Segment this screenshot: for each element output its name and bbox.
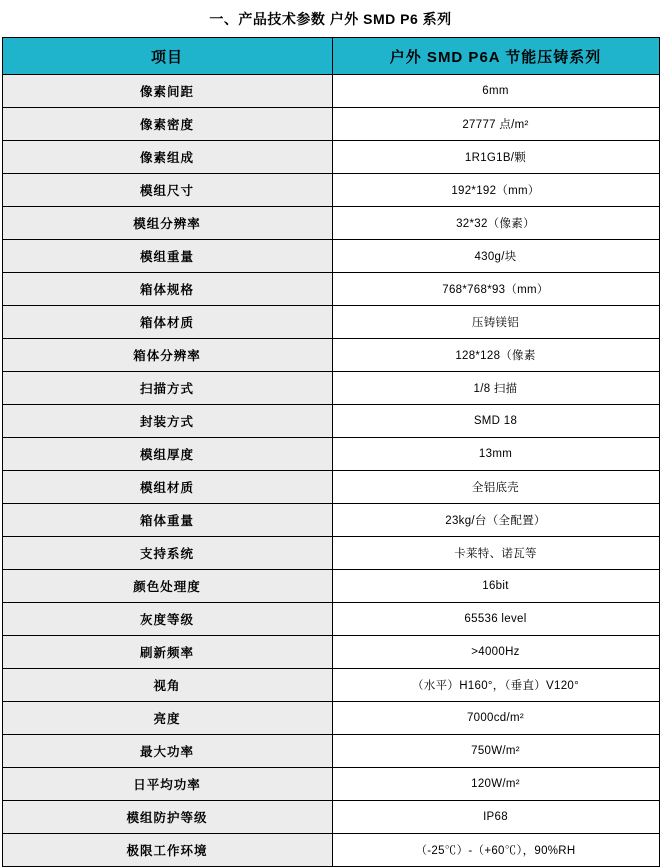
row-item-label: 箱体重量 [2,504,332,537]
row-item-value: IP68 [332,801,659,834]
row-item-label: 箱体规格 [2,273,332,306]
row-item-label: 箱体分辨率 [2,339,332,372]
row-item-label: 刷新频率 [2,636,332,669]
table-row [2,537,659,570]
row-item-label: 模组尺寸 [2,174,332,207]
table-row [2,438,659,471]
table-row [2,174,659,207]
row-item-value: 卡莱特、诺瓦等 [332,537,659,570]
table-row [2,372,659,405]
row-item-value: >4000Hz [332,636,659,669]
table-row [2,702,659,735]
row-item-label: 模组分辨率 [2,207,332,240]
row-item-value: （水平）H160°，（垂直）V120° [332,669,659,702]
row-item-value: 1/8 扫描 [332,372,659,405]
table-row [2,108,659,141]
row-item-label: 模组防护等级 [2,801,332,834]
row-item-label: 扫描方式 [2,372,332,405]
row-item-label: 像素间距 [2,75,332,108]
table-header-row [2,38,659,75]
row-item-label: 颜色处理度 [2,570,332,603]
row-item-value: （-25℃）-（+60℃），90%RH [332,834,659,867]
row-item-label: 最大功率 [2,735,332,768]
table-row [2,207,659,240]
row-item-label: 支持系统 [2,537,332,570]
table-row [2,735,659,768]
table-header [2,38,659,75]
row-item-value: 27777 点/m² [332,108,659,141]
table-row [2,273,659,306]
row-item-value: 65536 level [332,603,659,636]
table-row [2,75,659,108]
row-item-value: 128*128（像素 [332,339,659,372]
row-item-value: 压铸镁铝 [332,306,659,339]
row-item-value: 430g/块 [332,240,659,273]
row-item-value: 750W/m² [332,735,659,768]
row-item-label: 封装方式 [2,405,332,438]
table-row [2,801,659,834]
row-item-value: 1R1G1B/颗 [332,141,659,174]
column-header-series: 户外 SMD P6A 节能压铸系列 [332,38,659,75]
table-row [2,570,659,603]
table-row [2,240,659,273]
row-item-value: 120W/m² [332,768,659,801]
table-row [2,141,659,174]
row-item-value: 7000cd/m² [332,702,659,735]
row-item-label: 日平均功率 [2,768,332,801]
table-row [2,405,659,438]
row-item-label: 箱体材质 [2,306,332,339]
row-item-label: 模组重量 [2,240,332,273]
table-row [2,636,659,669]
table-row [2,471,659,504]
specifications-table [2,37,660,867]
row-item-label: 模组厚度 [2,438,332,471]
table-row [2,504,659,537]
row-item-label: 像素组成 [2,141,332,174]
row-item-value: SMD 18 [332,405,659,438]
table-row [2,768,659,801]
table-body [2,75,659,867]
row-item-value: 13mm [332,438,659,471]
page-title: 一、产品技术参数 户外 SMD P6 系列 [209,11,452,27]
row-item-label: 像素密度 [2,108,332,141]
table-row [2,306,659,339]
table-row [2,603,659,636]
row-item-label: 极限工作环境 [2,834,332,867]
row-item-value: 16bit [332,570,659,603]
table-row [2,834,659,867]
row-item-value: 全铝底壳 [332,471,659,504]
row-item-label: 视角 [2,669,332,702]
row-item-value: 23kg/台（全配置） [332,504,659,537]
row-item-value: 192*192（mm） [332,174,659,207]
table-row [2,339,659,372]
row-item-value: 6mm [332,75,659,108]
row-item-value: 768*768*93（mm） [332,273,659,306]
row-item-label: 亮度 [2,702,332,735]
column-header-item: 项目 [2,38,332,75]
row-item-label: 灰度等级 [2,603,332,636]
row-item-label: 模组材质 [2,471,332,504]
row-item-value: 32*32（像素） [332,207,659,240]
table-row [2,669,659,702]
